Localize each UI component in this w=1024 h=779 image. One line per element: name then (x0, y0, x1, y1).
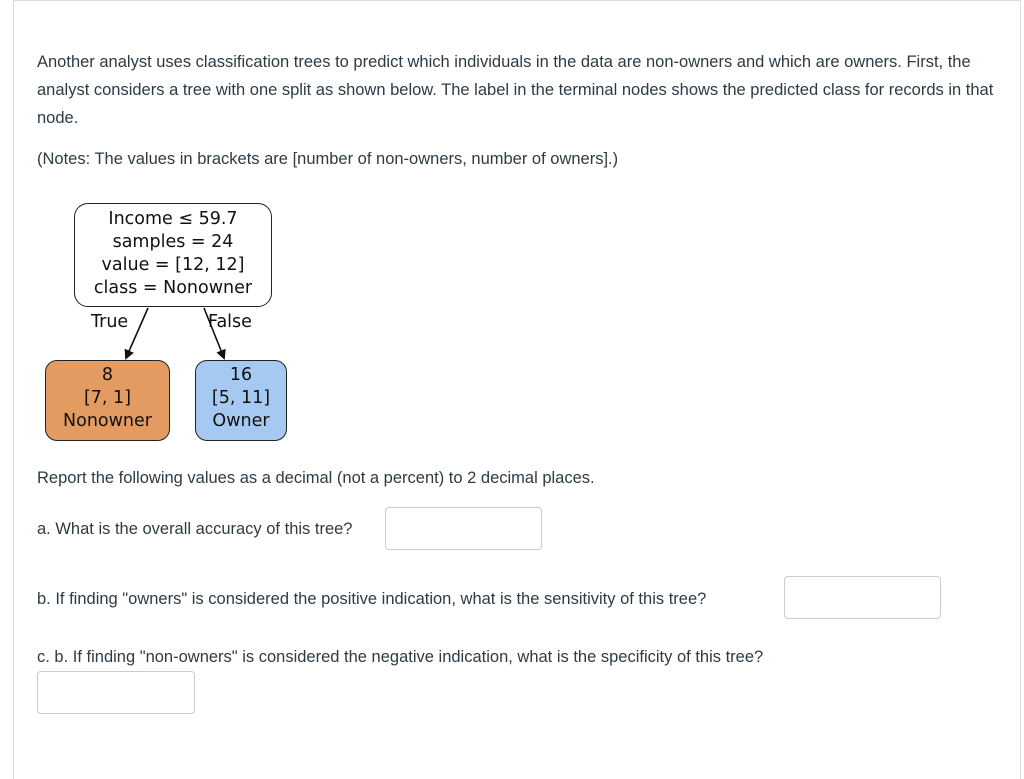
accuracy-answer-input[interactable] (385, 507, 542, 550)
left-class: Nonowner (63, 411, 152, 431)
question-c-label: c. b. If finding "non-owners" is considered the negative indication, what is the specificity of this tree? (37, 648, 764, 666)
root-samples: samples = 24 (112, 232, 234, 252)
root-value: value = [12, 12] (101, 255, 245, 275)
intro-paragraph: Another analyst uses classification trees to predict which individuals in the data are non-owners and which are owners. First, the analyst considers a tree with one split as shown below. The label in the terminal nodes shows the predicted class for records in that node. (37, 53, 994, 127)
specificity-answer-input[interactable] (37, 671, 195, 714)
root-class: class = Nonowner (93, 278, 253, 298)
left-samples: 8 (101, 365, 114, 385)
question-a-label: a. What is the overall accuracy of this tree? (37, 520, 353, 538)
root-split-rule: Income ≤ 59.7 (108, 209, 238, 229)
root-node (74, 203, 272, 307)
sensitivity-answer-input[interactable] (784, 576, 941, 619)
notes-paragraph: (Notes: The values in brackets are [number of non-owners, number of owners].) (37, 150, 619, 168)
true-edge-label: True (91, 312, 129, 332)
leaf-node-owner (195, 360, 287, 441)
question-b-label: b. If finding "owners" is considered the positive indication, what is the sensitivity of this tree? (37, 590, 707, 608)
right-samples: 16 (229, 365, 253, 385)
right-value: [5, 11] (211, 388, 271, 408)
edge-true (126, 308, 148, 358)
classification-tree-diagram (40, 200, 300, 450)
right-class: Owner (212, 411, 270, 431)
left-value: [7, 1] (83, 388, 132, 408)
false-edge-label: False (208, 312, 252, 332)
leaf-node-nonowner (45, 360, 170, 441)
report-instructions: Report the following values as a decimal (not a percent) to 2 decimal places. (37, 469, 595, 487)
